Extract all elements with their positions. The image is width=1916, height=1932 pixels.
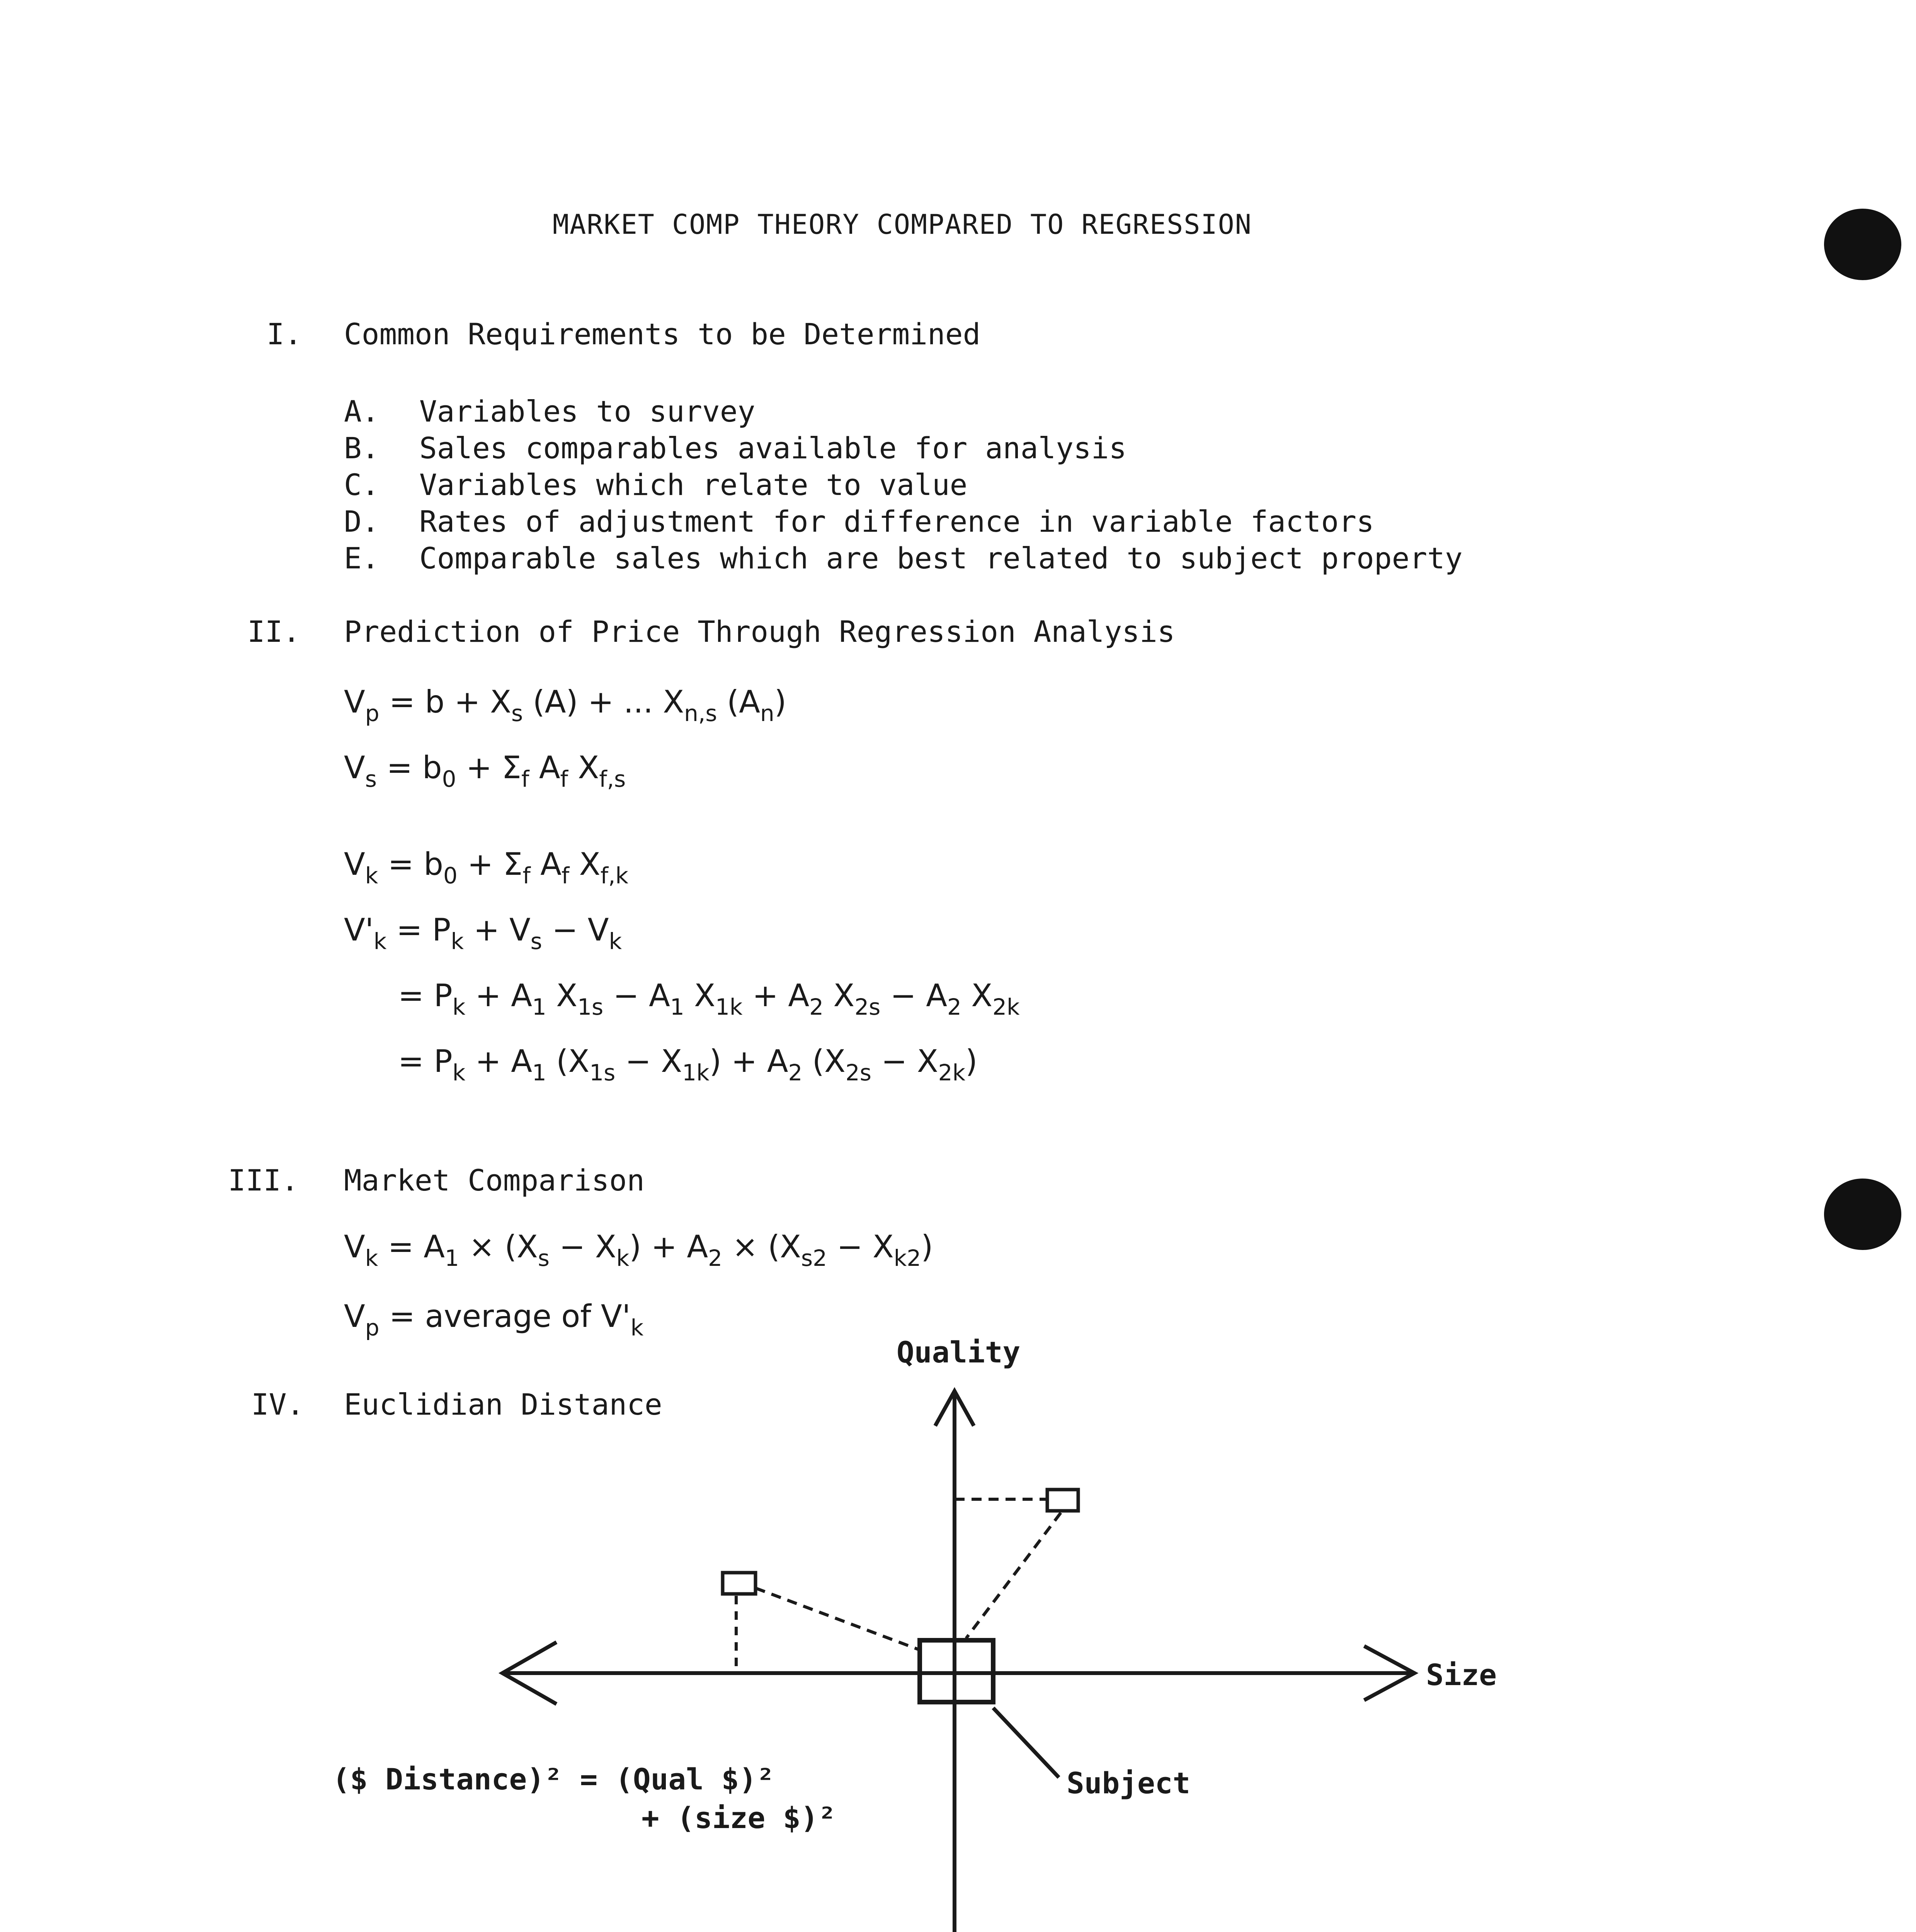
section-numeral: I. xyxy=(267,317,302,351)
list-item: Rates of adjustment for difference in variable factors xyxy=(419,504,1374,539)
section-heading: Common Requirements to be Determined xyxy=(344,317,981,351)
dashed-distance-line xyxy=(966,1513,1061,1638)
list-letter: A. xyxy=(344,394,379,429)
comparable-marker xyxy=(1047,1490,1078,1511)
distance-formula-line2: + (size $)² xyxy=(642,1801,836,1835)
regression-equation-vk-prime: $V'_k = P_k + V_s - V_k$ xyxy=(344,912,622,954)
comparable-marker xyxy=(723,1573,756,1594)
page-title: MARKET COMP THEORY COMPARED TO REGRESSION xyxy=(553,209,1252,240)
list-item: Variables which relate to value xyxy=(419,468,968,502)
market-comparison-average: $V_p$ = average of $V'_k$ xyxy=(344,1298,644,1341)
quality-axis-label: Quality xyxy=(897,1335,1021,1369)
section-numeral: IV. xyxy=(251,1387,305,1422)
list-letter: D. xyxy=(344,504,379,539)
section-heading: Prediction of Price Through Regression Analysis xyxy=(344,614,1175,649)
regression-equation-vp: $V_p = b + X_s$ (A) + ... $X_{n,s}$ $(A_n)$ xyxy=(344,684,786,726)
regression-equation-vs: $V_s = b_0 + \Sigma_f$ $A_f$ $X_{f,s}$ xyxy=(344,750,626,792)
section-heading: Market Comparison xyxy=(344,1163,645,1197)
list-letter: E. xyxy=(344,541,379,575)
section-numeral: III. xyxy=(228,1163,299,1197)
dashed-distance-line xyxy=(756,1588,920,1650)
distance-formula-line1: ($ Distance)² = (Qual $)² xyxy=(332,1762,774,1796)
subject-pointer xyxy=(993,1708,1059,1777)
section-heading: Euclidian Distance xyxy=(344,1387,662,1422)
size-axis-label: Size xyxy=(1426,1658,1497,1692)
subject-label: Subject xyxy=(1067,1766,1191,1800)
regression-equation-expanded: = $P_k + A_1$ $X_{1s} - A_1$ $X_{1k} + A_2$ $X_{2s} - A_2$ $X_{2k}$ xyxy=(398,978,1020,1020)
regression-equation-factored: = $P_k + A_1$ $(X_{1s} - X_{1k}) + A_2$ $(X_{2s} - X_{2k})$ xyxy=(398,1043,978,1086)
list-letter: B. xyxy=(344,431,379,465)
list-item: Sales comparables available for analysis xyxy=(419,431,1127,465)
section-numeral: II. xyxy=(247,614,301,649)
list-item: Variables to survey xyxy=(419,394,756,429)
market-comparison-equation: $V_k = A_1 \times (X_s - X_k) + A_2 \times (X_{s2} - X_{k2})$ xyxy=(344,1229,933,1271)
list-item: Comparable sales which are best related to subject property xyxy=(419,541,1463,575)
regression-equation-vk: $V_k = b_0 + \Sigma_f$ $A_f$ $X_{f,k}$ xyxy=(344,846,629,889)
list-letter: C. xyxy=(344,468,379,502)
